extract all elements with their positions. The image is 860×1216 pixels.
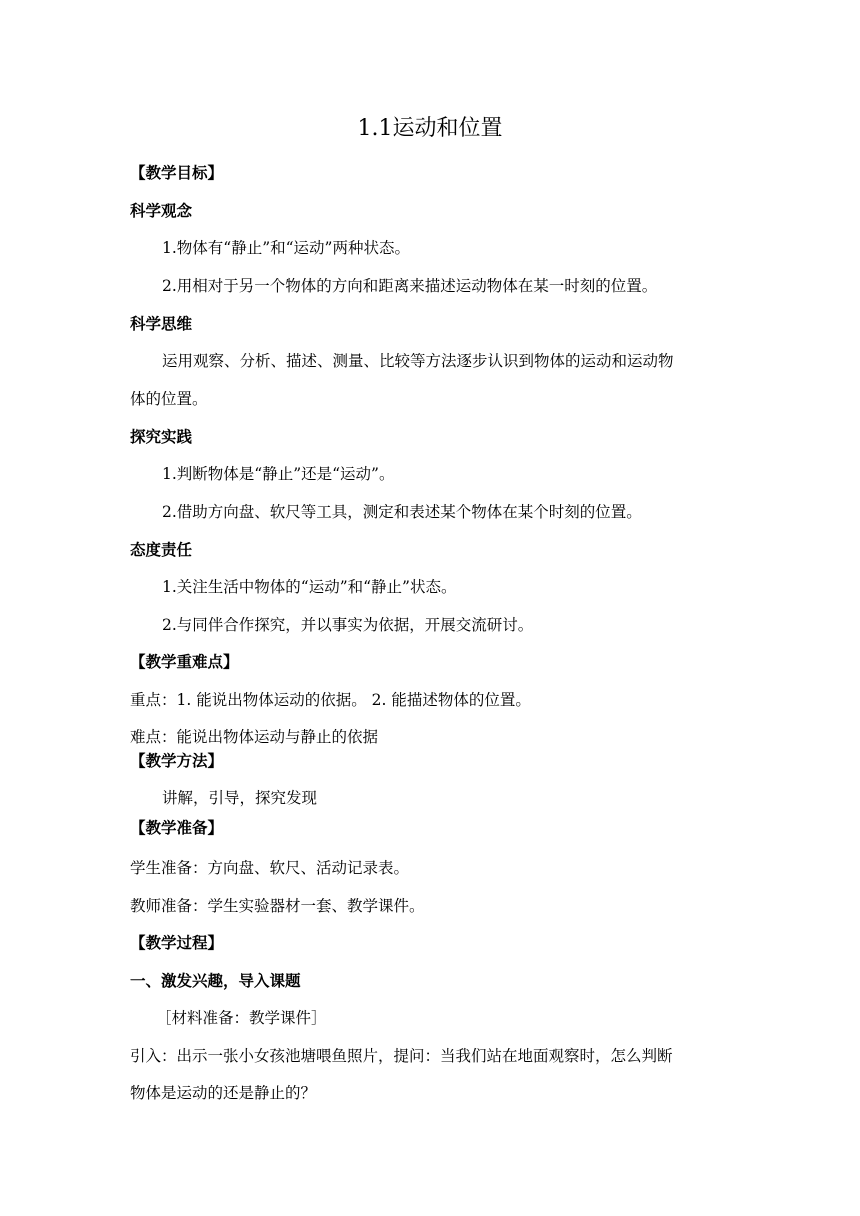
teacher-preparation: 教师准备：学生实验器材一套、教学课件。 [130, 897, 425, 915]
intro-text-line1: 引入：出示一张小女孩池塘喂鱼照片，提问：当我们站在地面观察时，怎么判断 [130, 1047, 673, 1065]
student-preparation: 学生准备：方向盘、软尺、活动记录表。 [130, 859, 410, 877]
attitude-item-1: 1.关注生活中物体的“运动”和“静止”状态。 [162, 578, 457, 596]
process-heading: 【教学过程】 [130, 933, 224, 952]
intro-text-line2: 物体是运动的还是静止的？ [130, 1084, 317, 1102]
science-thinking-text-line2: 体的位置。 [130, 390, 208, 408]
section-1-heading: 一、激发兴趣，导入课题 [130, 971, 301, 990]
lesson-title: 1.1运动和位置 [357, 116, 503, 141]
key-points-heading: 【教学重难点】 [130, 652, 239, 671]
inquiry-practice-item-1: 1.判断物体是“静止”还是“运动”。 [162, 465, 395, 483]
science-concept-heading: 科学观念 [130, 201, 193, 220]
key-point-text: 重点：1. 能说出物体运动的依据。 2. 能描述物体的位置。 [130, 691, 531, 709]
goals-heading: 【教学目标】 [130, 163, 224, 182]
materials-note: ［材料准备：教学课件］ [156, 1009, 327, 1027]
difficult-point-text: 难点：能说出物体运动与静止的依据 [130, 728, 379, 746]
science-concept-item-1: 1.物体有“静止”和“运动”两种状态。 [162, 239, 410, 257]
inquiry-practice-item-2: 2.借助方向盘、软尺等工具，测定和表述某个物体在某个时刻的位置。 [162, 503, 642, 521]
attitude-item-2: 2.与同伴合作探究，并以事实为依据，开展交流研讨。 [162, 616, 534, 634]
methods-text: 讲解，引导，探究发现 [162, 789, 318, 807]
science-thinking-heading: 科学思维 [130, 314, 193, 333]
attitude-heading: 态度责任 [130, 540, 193, 559]
science-thinking-text-line1: 运用观察、分析、描述、测量、比较等方法逐步认识到物体的运动和运动物 [162, 352, 674, 370]
science-concept-item-2: 2.用相对于另一个物体的方向和距离来描述运动物体在某一时刻的位置。 [162, 277, 658, 295]
preparation-heading: 【教学准备】 [130, 818, 224, 837]
methods-heading: 【教学方法】 [130, 751, 224, 770]
inquiry-practice-heading: 探究实践 [130, 427, 193, 446]
